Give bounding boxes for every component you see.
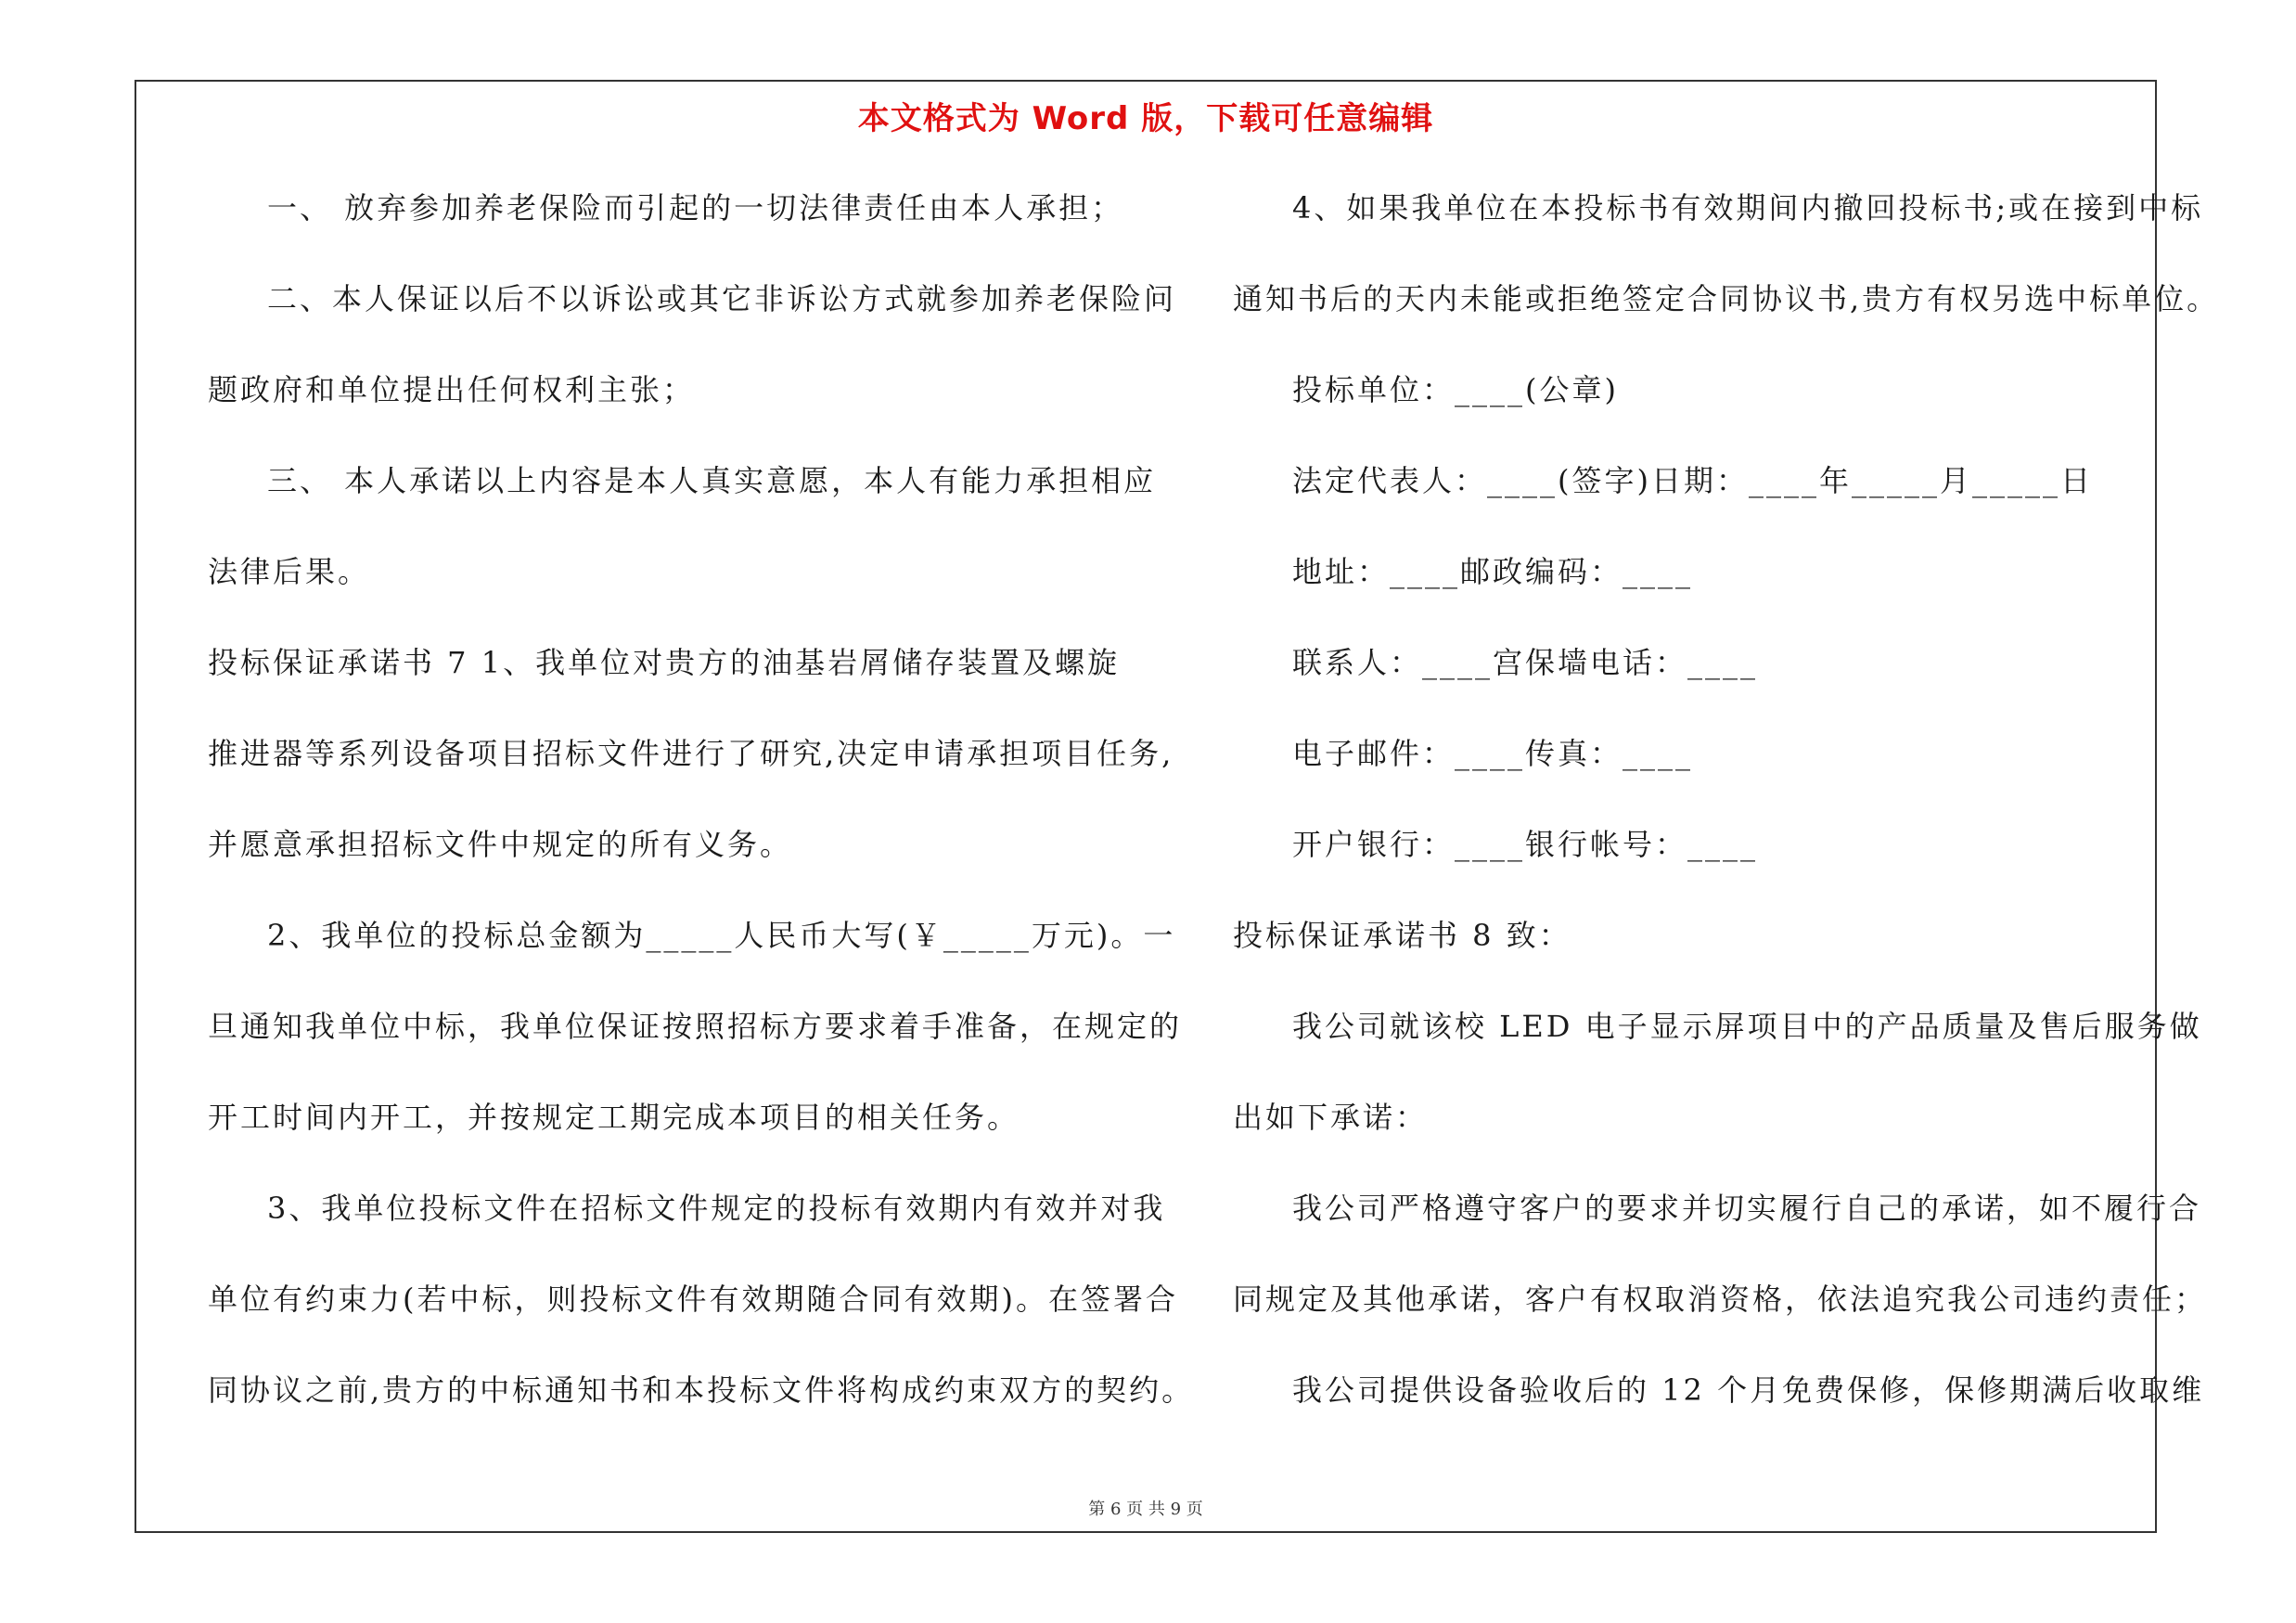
text-line: 旦通知我单位中标，我单位保证按照招标方要求着手准备，在规定的 [208,1009,1183,1044]
page-number-footer: 第 6 页 共 9 页 [1088,1500,1203,1519]
text-line: 开工时间内开工，并按规定工期完成本项目的相关任务。 [208,1100,1020,1135]
text-line: 同协议之前,贵方的中标通知书和本投标文件将构成约束双方的契约。 [208,1372,1195,1408]
text-line: 4、如果我单位在本投标书有效期间内撤回投标书;或在接到中标 [1292,190,2204,225]
format-notice-banner: 本文格式为 Word 版，下载可任意编辑 [857,100,1434,137]
text-line: 开户银行：____银行帐号：____ [1292,827,1759,862]
text-line: 2、我单位的投标总金额为_____人民币大写(￥_____万元)。一 [267,918,1176,953]
text-line: 二、本人保证以后不以诉讼或其它非诉讼方式就参加养老保险问 [267,281,1177,316]
text-line: 同规定及其他承诺，客户有权取消资格，依法追究我公司违约责任； [1233,1282,2208,1317]
text-line: 我公司就该校 LED 电子显示屏项目中的产品质量及售后服务做 [1292,1009,2202,1044]
text-line: 投标保证承诺书 8 致： [1233,918,1571,953]
text-line: 投标保证承诺书 7 1、我单位对贵方的油基岩屑储存装置及螺旋 [208,645,1121,680]
text-line: 3、我单位投标文件在招标文件规定的投标有效期内有效并对我 [267,1191,1166,1226]
text-line: 题政府和单位提出任何权利主张； [208,372,696,407]
text-line: 法律后果。 [208,554,371,589]
text-line: 我公司提供设备验收后的 12 个月免费保修，保修期满后收取维 [1292,1372,2205,1408]
text-line: 联系人：____宫保墙电话：____ [1292,645,1759,680]
text-line: 并愿意承担招标文件中规定的所有义务。 [208,827,793,862]
text-line: 推进器等系列设备项目招标文件进行了研究,决定申请承担项目任务, [208,736,1174,771]
page-frame [135,80,2220,1533]
text-line: 出如下承诺： [1233,1100,1429,1135]
text-line: 一、 放弃参加养老保险而引起的一切法律责任由本人承担； [267,190,1124,225]
text-line: 我公司严格遵守客户的要求并切实履行自己的承诺，如不履行合 [1292,1191,2202,1226]
text-line: 电子邮件：____传真：____ [1292,736,1694,771]
text-line: 地址：____邮政编码：____ [1292,554,1694,589]
text-line: 三、 本人承诺以上内容是本人真实意愿，本人有能力承担相应 [267,463,1157,498]
text-line: 通知书后的天内未能或拒绝签定合同协议书,贵方有权另选中标单位。 [1233,281,2220,316]
text-line: 投标单位：____(公章) [1292,372,1619,407]
text-line: 法定代表人：____(签字)日期：____年_____月_____日 [1292,463,2093,498]
text-line: 单位有约束力(若中标，则投标文件有效期随合同有效期)。在签署合 [208,1282,1178,1317]
